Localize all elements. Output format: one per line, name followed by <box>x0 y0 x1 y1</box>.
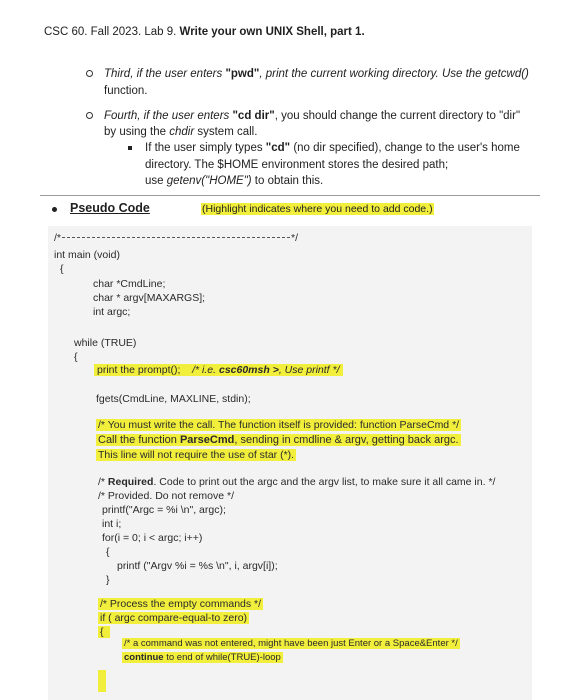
sub-item-line3: use getenv("HOME") to obtain this. <box>145 175 324 187</box>
code-if-brace-open: { <box>98 626 110 638</box>
code-empty-note: /* a command was not entered, might have been just Enter or a Space&Enter */ <box>124 638 458 649</box>
code-decl-cmdline: char *CmdLine; <box>93 278 166 290</box>
header-title: Write your own UNIX Shell, part 1. <box>179 26 365 38</box>
code-separator-line: /* */ <box>54 232 299 244</box>
code-provided-comment: /* Provided. Do not remove */ <box>98 490 234 502</box>
code-while: while (TRUE) <box>74 337 137 349</box>
list-item-fourth: Fourth, if the user enters "cd dir", you should change the current directory to "dir" <box>104 110 521 122</box>
sub-item-line1: If the user simply types "cd" (no dir specified), change to the user's home <box>145 142 520 154</box>
code-for-brace-open: { <box>106 546 110 558</box>
list-item-third: Third, if the user enters "pwd", print the current working directory. Use the getcwd() <box>104 68 529 80</box>
dot-bullet-icon <box>52 207 57 212</box>
header-prefix: CSC 60. Fall 2023. Lab 9. <box>44 26 177 38</box>
code-brace-open: { <box>60 263 64 275</box>
code-int-i: int i; <box>102 518 122 530</box>
code-print-prompt: print the prompt(); /* i.e. csc60msh >, Use printf */ <box>94 364 343 376</box>
page-header <box>44 26 365 38</box>
code-fgets: fgets(CmdLine, MAXLINE, stdin); <box>96 393 251 405</box>
code-empty-comment: /* Process the empty commands */ <box>100 598 262 610</box>
code-printf-argc: printf("Argc = %i \n", argc); <box>102 504 226 516</box>
code-required-comment: /* Required. Code to print out the argc and the argv list, to make sure it all came in. */ <box>98 476 496 488</box>
circle-bullet-icon <box>86 112 93 119</box>
code-call-comment: /* You must write the call. The function itself is provided: function ParseCmd */ <box>98 419 460 431</box>
code-printf-argv: printf ("Argv %i = %s \n", i, argv[i]); <box>117 560 278 572</box>
code-continue: continue to end of while(TRUE)-loop <box>124 652 281 663</box>
code-while-brace: { <box>74 351 78 363</box>
square-bullet-icon <box>128 146 132 150</box>
code-highlight-marker <box>98 670 106 692</box>
code-for-loop: for(i = 0; i < argc; i++) <box>102 532 203 544</box>
code-decl-argc: int argc; <box>93 306 131 318</box>
circle-bullet-icon <box>86 70 93 77</box>
code-call-note: This line will not require the use of star (*). <box>98 449 295 461</box>
code-for-brace-close: } <box>106 574 110 586</box>
highlight-note: (Highlight indicates where you need to add code.) <box>202 203 433 215</box>
code-main: int main (void) <box>54 249 120 261</box>
sub-item-line2: directory. The $HOME environment stores the desired path; <box>145 159 449 171</box>
code-if-argc-zero: if ( argc compare-equal-to zero) <box>100 612 248 624</box>
pseudo-code-title: Pseudo Code <box>70 201 150 215</box>
list-item-third-line2: function. <box>104 85 148 97</box>
code-decl-argv: char * argv[MAXARGS]; <box>93 292 206 304</box>
section-divider <box>40 195 540 196</box>
list-item-fourth-line2: by using the chdir system call. <box>104 126 258 138</box>
code-call-parsecmd: Call the function ParseCmd, sending in cmdline & argv, getting back argc. <box>98 434 459 446</box>
